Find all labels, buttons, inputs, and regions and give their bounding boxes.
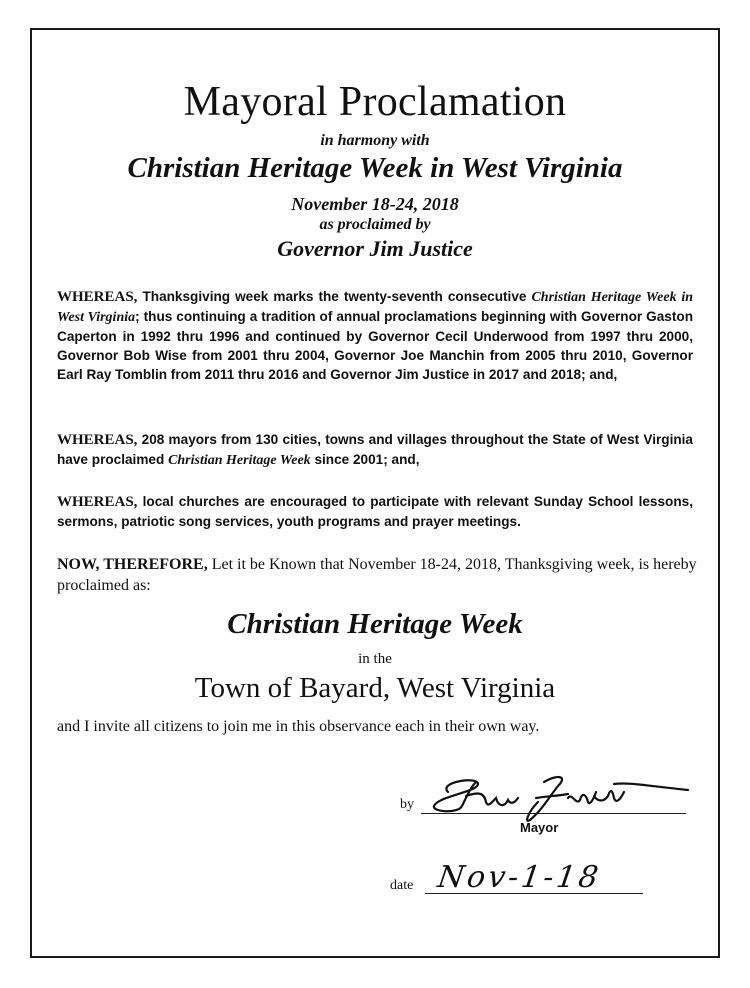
whereas-lead: WHEREAS, bbox=[57, 494, 138, 510]
town-name: Town of Bayard, West Virginia bbox=[194, 672, 556, 704]
proclaimed-week-name: Christian Heritage Week bbox=[227, 608, 523, 640]
whereas-text: local churches are encouraged to participate with relevant Sunday School lessons, sermons, patriotic song services, youth programs and prayer meetings. bbox=[57, 494, 693, 529]
whereas-italic: Christian Heritage Week bbox=[168, 453, 311, 468]
invitation-line: and I invite all citizens to join me in this observance each in their own way. bbox=[57, 718, 540, 735]
proclaimed-by-line: as proclaimed by bbox=[319, 216, 431, 233]
whereas-lead: WHEREAS, bbox=[57, 432, 138, 448]
whereas-lead: WHEREAS, bbox=[57, 289, 138, 305]
event-dates: November 18-24, 2018 bbox=[291, 194, 459, 214]
therefore-paragraph bbox=[57, 554, 697, 596]
date-line bbox=[425, 893, 643, 894]
whereas-paragraph-2 bbox=[57, 430, 693, 470]
handwritten-date: Nov-1-18 bbox=[435, 860, 604, 895]
whereas-paragraph-1 bbox=[57, 287, 693, 384]
in-the-line: in the bbox=[358, 651, 392, 667]
whereas-text: 208 mayors from 130 cities, towns and villages throughout the State of West Virginia have proclaimed bbox=[57, 432, 693, 467]
whereas-text: ; thus continuing a tradition of annual proclamations beginning with Governor Gaston Caperton in 1992 thru 1996 and continued by Governor Cecil Underwood from 1997 thru 2000, Governor Bob Wise from 2001 thru 2004, Governor Joe Manchin from 2005 thru 2010, Governor Earl Ray Tomblin from 2011 thru 2016 and Governor Jim Justice in 2017 and 2018; and, bbox=[57, 309, 693, 382]
whereas-paragraph-3 bbox=[57, 492, 693, 531]
date-label: date bbox=[390, 878, 414, 893]
whereas-text: Thanksgiving week marks the twenty-seventh consecutive bbox=[137, 289, 532, 304]
page-title: Mayoral Proclamation bbox=[183, 79, 567, 125]
mayor-label: Mayor bbox=[520, 820, 559, 835]
therefore-text: Let it be Known that November 18-24, 2018, Thanksgiving week, is hereby proclaimed as: bbox=[57, 556, 697, 594]
signature-line bbox=[421, 813, 686, 814]
by-label: by bbox=[400, 797, 414, 812]
whereas-text: since 2001; and, bbox=[310, 452, 420, 467]
whereas-italic: Christian Heritage Week in West Virginia bbox=[57, 290, 693, 325]
harmony-line: in harmony with bbox=[320, 132, 430, 149]
event-title: Christian Heritage Week in West Virginia bbox=[127, 152, 623, 184]
governor-name: Governor Jim Justice bbox=[277, 236, 473, 261]
therefore-lead: NOW, THEREFORE, bbox=[57, 556, 208, 573]
